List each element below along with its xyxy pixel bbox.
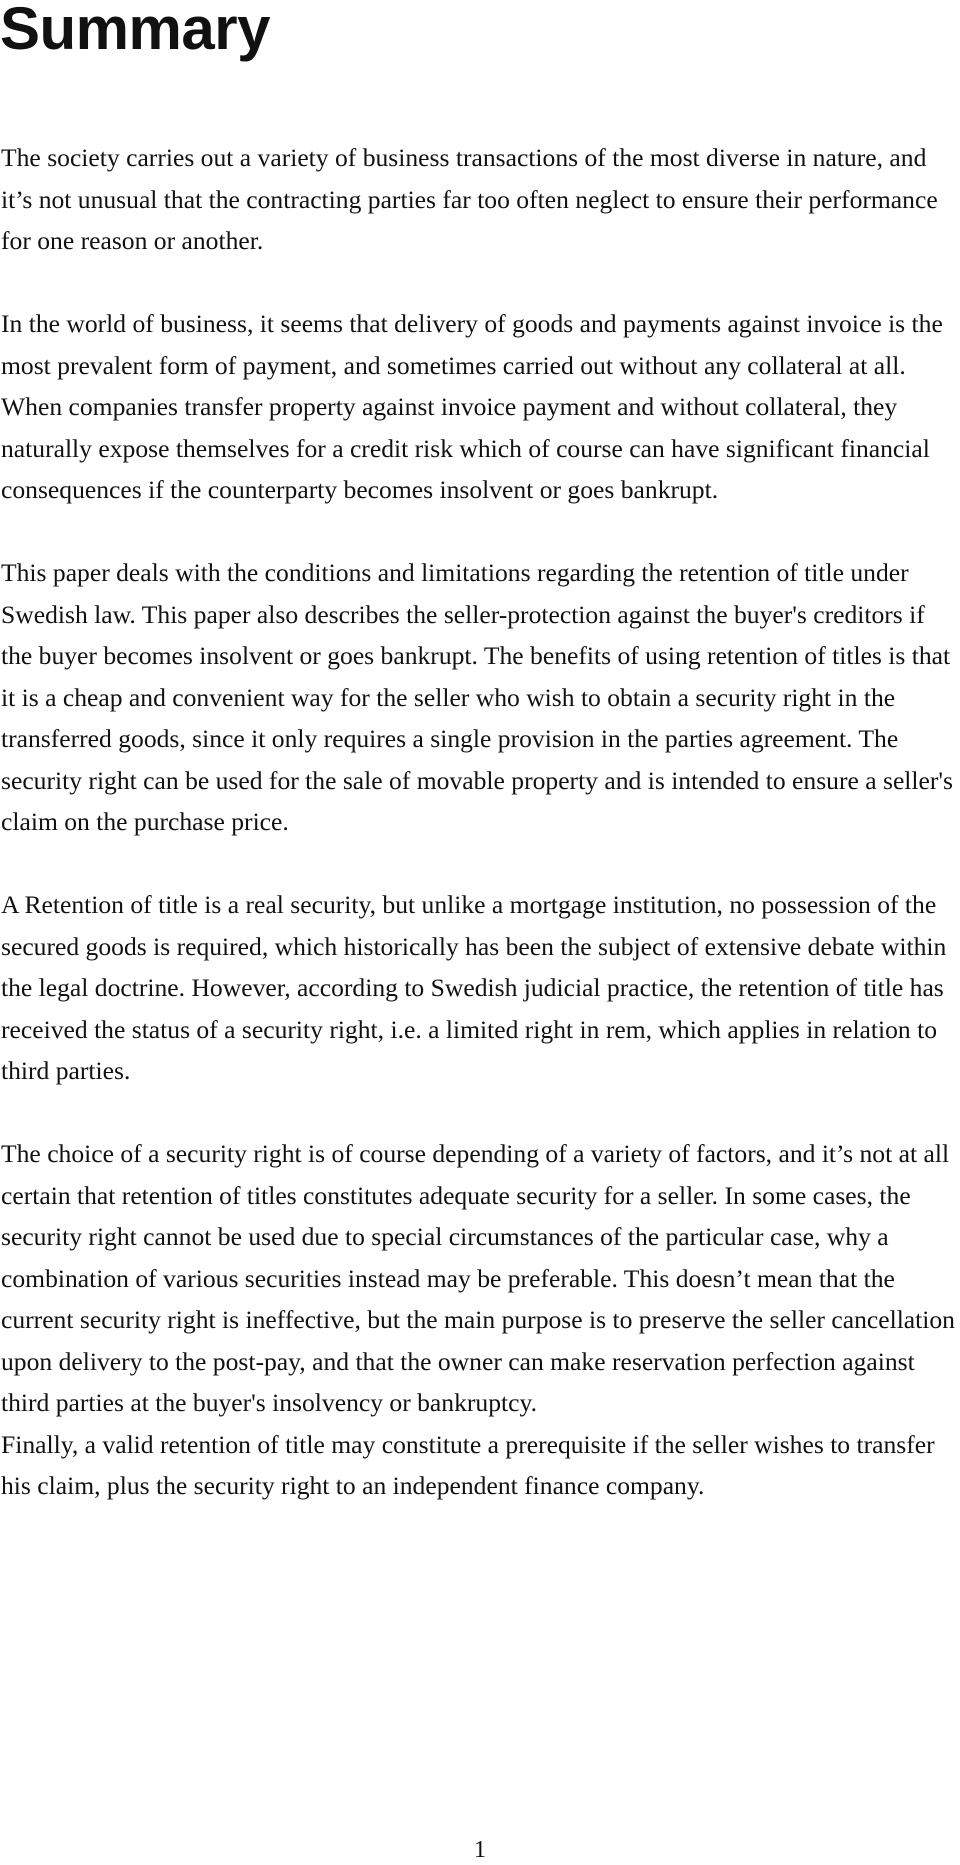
page-number: 1 — [474, 1837, 486, 1863]
summary-body — [1, 137, 958, 1507]
paragraph-1: The society carries out a variety of business transactions of the most diverse in nature, and it’s not unusual that the contracting parties far too often neglect to ensure their performance for one reason or another. — [1, 143, 938, 255]
paragraph-6: Finally, a valid retention of title may constitute a prerequisite if the seller wishes to transfer his claim, plus the security right to an independent finance company. — [1, 1429, 935, 1500]
paragraph-4: A Retention of title is a real security, but unlike a mortgage institution, no possession of the secured goods is required, which historically has been the subject of extensive debate within the legal doctrine. However, according to Swedish judicial practice, the retention of title has received the status of a security right, i.e. a limited right in rem, which applies in relation to third parties. — [1, 890, 947, 1085]
paragraph-2: In the world of business, it seems that delivery of goods and payments against invoice is the most prevalent form of payment, and sometimes carried out without any collateral at all. When companies transfer property against invoice payment and without collateral, they naturally expose themselves for a credit risk which of course can have significant financial consequences if the counterparty becomes insolvent or goes bankrupt. — [1, 309, 943, 504]
paragraph-5: The choice of a security right is of course depending of a variety of factors, and it’s not at all certain that retention of titles constitutes adequate security for a seller. In some cases, the security right cannot be used due to special circumstances of the particular case, why a combination of various securities instead may be preferable. This doesn’t mean that the current security right is ineffective, but the main purpose is to preserve the seller cancellation upon delivery to the post-pay, and that the owner can make reservation perfection against third parties at the buyer's insolvency or bankruptcy. — [1, 1139, 955, 1417]
page-title: Summary — [0, 0, 270, 62]
paragraph-3: This paper deals with the conditions and limitations regarding the retention of title under Swedish law. This paper also describes the seller-protection against the buyer's creditors if the buyer becomes insolvent or goes bankrupt. The benefits of using retention of titles is that it is a cheap and convenient way for the seller who wish to obtain a security right in the transferred goods, since it only requires a single provision in the parties agreement. The security right can be used for the sale of movable property and is intended to ensure a seller's claim on the purchase price. — [1, 558, 953, 836]
